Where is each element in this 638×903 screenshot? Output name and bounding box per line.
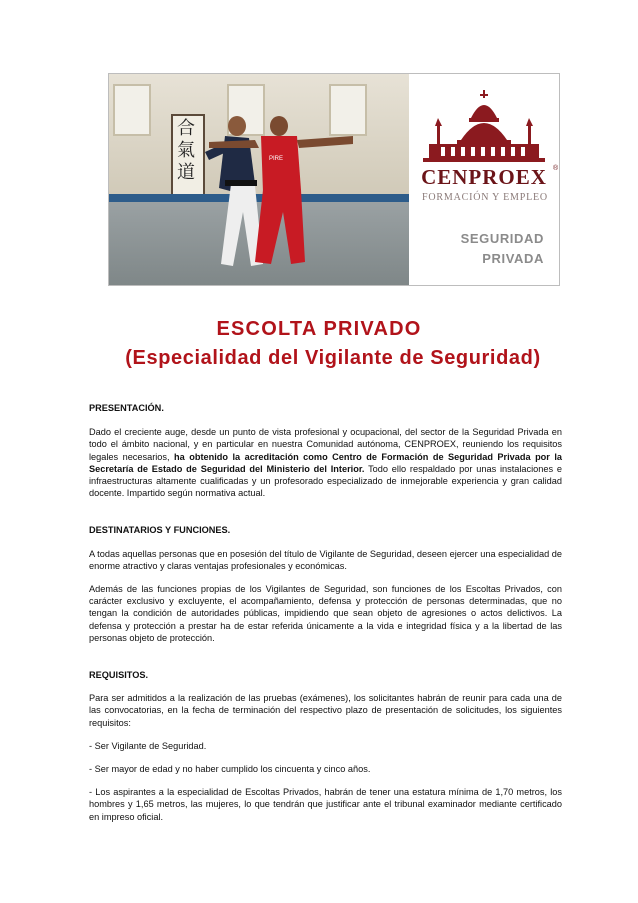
requisitos-item: - Ser Vigilante de Seguridad. — [89, 740, 207, 751]
presentacion-text-b: Todo ello respaldado por unas instalaciones e infraestructuras altamente cualificadas y un profesorado especializado de inmejorable experiencia y gran calidad docente. Impartido según normativa actual. — [89, 463, 562, 499]
header-banner — [108, 73, 560, 286]
svg-text:PIRE: PIRE — [269, 156, 284, 162]
page-subtitle: (Especialidad del Vigilante de Seguridad) — [125, 347, 541, 369]
section-heading-destinatarios: DESTINATARIOS Y FUNCIONES. — [89, 525, 231, 536]
presentacion-text-a: Dado el creciente auge, desde un punto de vista profesional y ocupacional, del sector de la Seguridad Privada en todo el ámbito nacional, y en particular en nuestra Comunidad autónoma, CENPROEX, reuniendo los requisitos legales necesarios, — [89, 427, 562, 462]
presentacion-text-bold: ha obtenido la acreditación como Centro de Formación de Seguridad Privada por la Secretaría de Estado de Seguridad del Ministerio del Interior. — [89, 451, 562, 474]
requisitos-paragraph: Para ser admitidos a la realización de las pruebas (exámenes), los solicitantes habrán de reunir para cada una de las convocatorias, en la fecha de terminación del respectivo plazo de presentación de solicitudes, los siguientes requisitos: — [89, 693, 562, 728]
section-heading-requisitos: REQUISITOS. — [89, 670, 149, 681]
destinatarios-paragraph-1: A todas aquellas personas que en posesión del título de Vigilante de Seguridad, deseen ejercer una especialidad de enorme atractivo y claras ventajas profesionales y económicas. — [89, 548, 562, 571]
logo-wordmark: CENPROEX — [421, 165, 547, 189]
destinatarios-paragraph-2: Además de las funciones propias de los Vigilantes de Seguridad, son funciones de los Escoltas Privados, con carácter exclusivo y excluyente, el acompañamiento, defensa y protección de personas determinadas, que no tengan la condición de autoridades públicas, impidiendo que sean objeto de agresiones o actos delictivos. La defensa y protección a prestar ha de estar referida únicamente a la vida e integridad física y a la libertad de las personas objeto de protección. — [89, 584, 562, 643]
document-body — [89, 402, 562, 823]
cathedral-dome-icon — [411, 88, 557, 164]
martial-artists-figures — [109, 74, 409, 285]
requisitos-item: - Los aspirantes a la especialidad de Escoltas Privados, habrán de tener una estatura mínima de 1,70 metros, los hombres y 1,65 metros, las mujeres, lo que tendrán que justificar ante el tribunal examinador mediante certificado en impreso oficial. — [89, 787, 562, 822]
tag-line-2: PRIVADA — [482, 251, 544, 266]
training-photo — [109, 74, 409, 285]
requisitos-item: - Ser mayor de edad y no haber cumplido los cincuenta y cinco años. — [89, 764, 371, 775]
tag-line-1: SEGURIDAD — [460, 231, 544, 246]
logo-registered-mark: ® — [553, 165, 559, 172]
presentacion-paragraph — [89, 426, 562, 499]
banner-tag — [411, 229, 544, 269]
page-title: ESCOLTA PRIVADO — [216, 318, 422, 340]
calligraphy-text: 合氣道 — [177, 118, 195, 183]
section-heading-presentacion: PRESENTACIÓN. — [89, 403, 164, 413]
logo-tagline: FORMACIÓN Y EMPLEO — [422, 192, 548, 203]
